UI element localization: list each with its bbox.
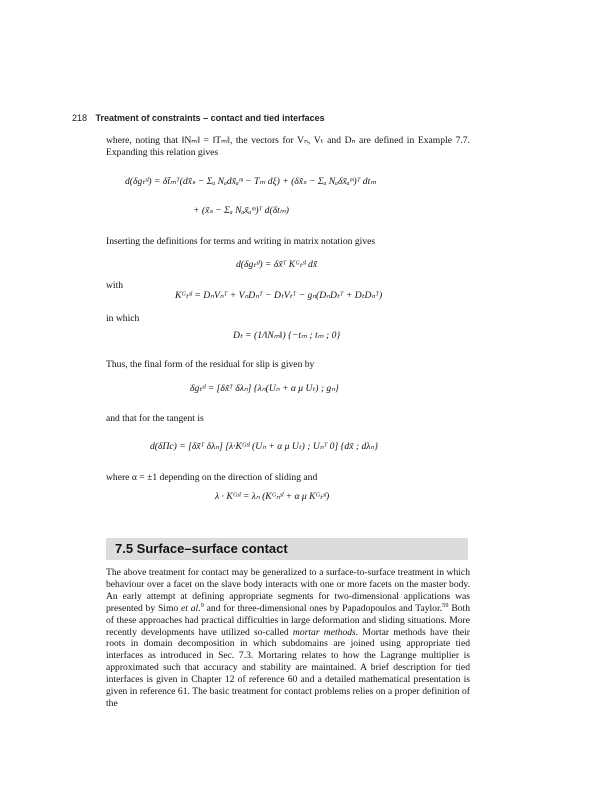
section-body-d: . Mortar methods have their roots in domain decomposition in which subdomains are joined using appropriate tied interfaces as introduced in Sec. 7.3. Mortaring relates to how the Lagrange multiplier is approximated such that accuracy and stability are maintained. A brief description for tied interfaces is given in Chapter 12 of reference 60 and a detailed mathematical presentation is given in reference 61. The basic treatment for contact problems relies on a proper definition of the: [106, 626, 470, 709]
page-number: 218: [72, 113, 88, 123]
paragraph-tangent: and that for the tangent is: [106, 413, 204, 424]
paragraph-residual: Thus, the final form of the residual for slip is given by: [106, 359, 315, 370]
paragraph-with: with: [106, 280, 124, 291]
equation-tangent-system: d(δΠc) = [δx̃ᵀ δλₙ] [λ·Kᴳˢˡ (Uₙ + α μ Uₜ) ; Uₙᵀ 0] {dx̃ ; dλₙ}: [150, 441, 379, 452]
reference-59: 59: [442, 601, 449, 609]
section-body-b: and for three-dimensional ones by Papadopoulos and Taylor.: [203, 602, 443, 614]
running-title: Treatment of constraints – contact and tied interfaces: [95, 113, 325, 123]
equation-tangent-matrix: Kᴳₜˢˡ = DₙVₙᵀ + VₙDₙᵀ − DₜVₜᵀ − gₙ(DₙDₜᵀ + DₜDₙᵀ): [175, 290, 383, 301]
paragraph-alpha: where α = ±1 depending on the direction of sliding and: [106, 472, 318, 483]
paragraph-intro: where, noting that ‖Nₘ‖ = ‖Tₘ‖, the vectors for Vₙ, Vₜ and Dₙ are defined in Example 7.7. Expanding this relation gives: [106, 135, 470, 158]
term-mortar-methods: mortar methods: [292, 626, 356, 638]
running-header: [72, 113, 542, 123]
paragraph-inserting: Inserting the definitions for terms and writing in matrix notation gives: [106, 236, 376, 247]
section-body-a: The above treatment for contact may be generalized to a surface-to-surface treatment in which behaviour over a facet on the slave body interacts with one or more facets on the master body. An early attempt at defining appropriate segments for two-dimensional applications was presented by Simo: [106, 567, 470, 614]
section-title: 7.5 Surface–surface contact: [115, 541, 288, 556]
equation-expansion-line1: d(δgₜˢˡ) = δt̃ₘᵀ(dx̃ₛ − Σₐ Nₐdx̃ₐᵐ − Tₘ dξ) + (δx̃ₛ − Σₐ Nₐδx̃ₐᵐ)ᵀ dtₘ: [125, 176, 377, 187]
section-body-paragraph: [106, 567, 470, 710]
reference-9: 9: [200, 601, 204, 609]
equation-expansion-line2: + (x̃ₛ − Σₐ Nₐx̃ₐᵐ)ᵀ d(δtₘ): [193, 205, 289, 216]
equation-residual-slip: δgₜˢˡ = [δx̃ᵀ δλₙ] {λₙ(Uₙ + α μ Uₜ) ; gₙ}: [190, 383, 339, 394]
section-body-c: Both of these approaches had practical difficulties in large deformation and sliding situations. More recently developments have utilized so-called: [106, 602, 471, 638]
equation-matrix-form: d(δgₜˢˡ) = δx̃ᵀ Kᴳₜˢˡ dx̃: [236, 259, 318, 270]
paragraph-in-which: in which: [106, 313, 140, 324]
citation-etal: et al.: [181, 602, 201, 614]
equation-dt-vector: Dₜ = (1/‖Nₘ‖) {−tₘ ; tₘ ; 0}: [233, 330, 341, 341]
equation-lambda-k: λ · Kᴳˢˡ = λₙ (Kᴳₙˢˡ + α μ Kᴳₜˢˡ): [215, 491, 330, 502]
